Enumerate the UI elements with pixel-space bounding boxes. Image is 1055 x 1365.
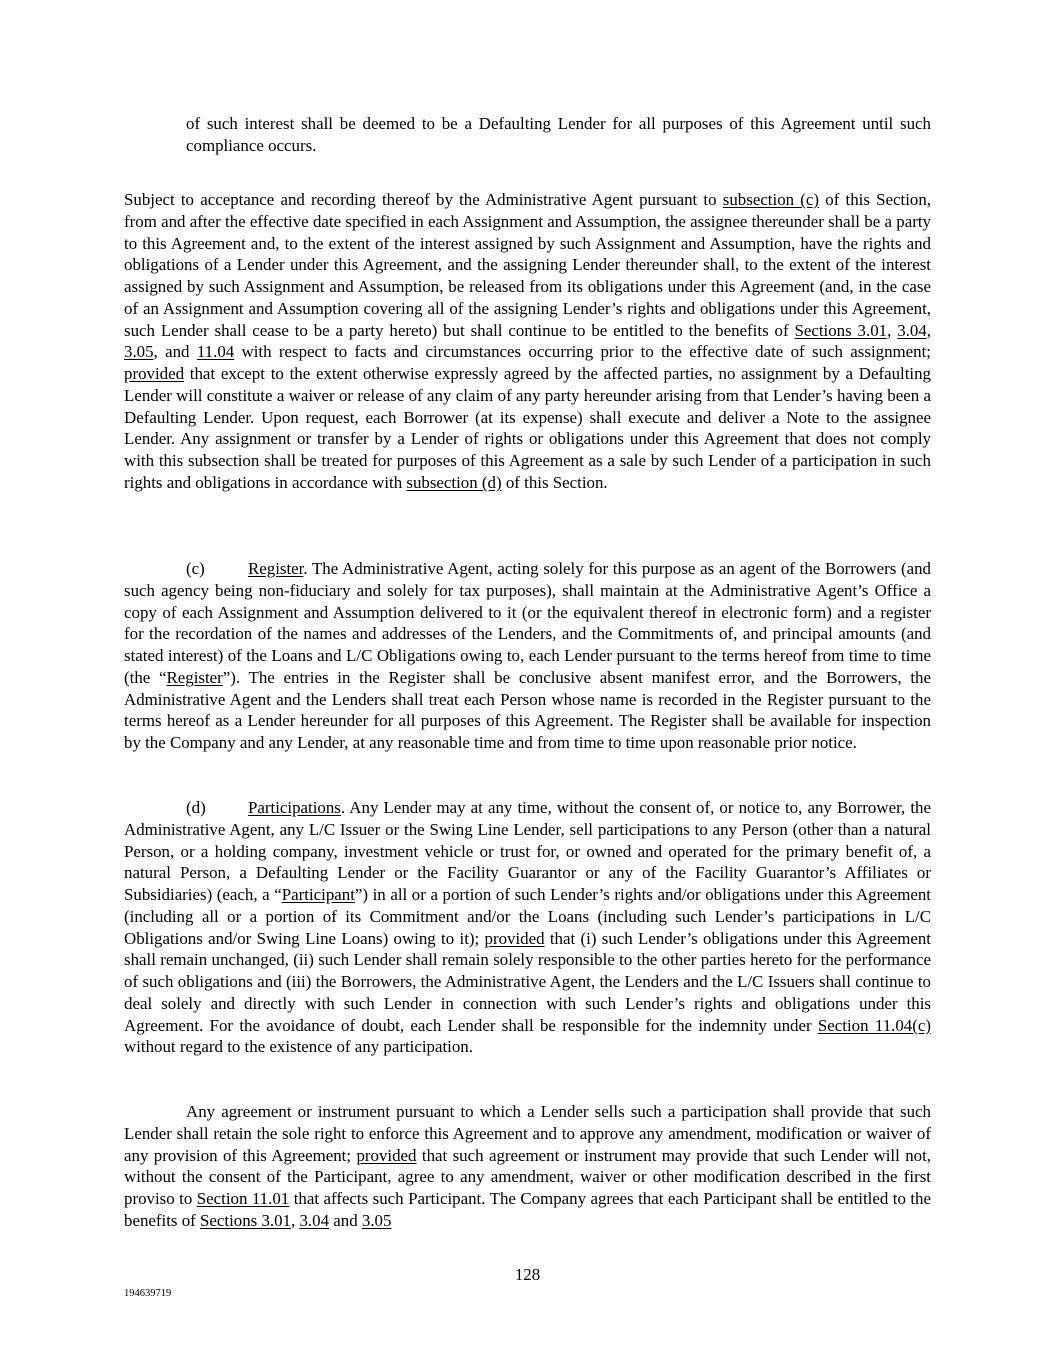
text-run: Subject to acceptance and recording thereof by the Administrative Agent pursuant to [124,190,723,209]
text-run: . The Administrative Agent, acting solely for this purpose as an agent of the Borrowers (and such agency being non-fiduciary and solely for tax purposes), shall maintain at the Administrative Agent’s Office a copy of each Assignment and Assumption delivered to it (or the equivalent thereof in electronic form) and a register for the recordation of the names and addresses of the Lenders, and the Commitments of, and principal amounts (and stated interest) of the Loans and L/C Obligations owing to, each Lender pursuant to the terms hereof from time to time (the “ [124,559,931,687]
section-reference-link: Sections 3.01 [199,1210,292,1230]
page-number: 128 [514,1265,541,1284]
text-run: of such interest shall be deemed to be a Defaulting Lender for all purposes of this Agreement until such compliance occurs. [186,114,931,155]
defined-term-underlined: provided [356,1145,417,1165]
text-run: with respect to facts and circumstances occurring prior to the effective date of such assignment; [234,342,931,362]
text-run: and [329,1210,362,1230]
text-run: ”). The entries in the Register shall be conclusive absent manifest error, and the Borrowers, the Administrative Agent and the Lenders shall treat each Person whose name is recorded in the Register pursuant to the terms hereof as a Lender hereunder for all purposes of this Agreement. The Register shall be available for inspection by the Company and any Lender, at any reasonable time and from time to time upon reasonable prior notice. [124,667,931,752]
section-reference-link: 3.05 [124,342,154,362]
text-run: , [926,320,931,340]
text-run: . Any Lender may at any time, without the consent of, or notice to, any Borrower, the Administrative Agent, any L/C Issuer or the Swing Line Lender, sell participations to any Person (other than a natural Person, or a holding company, investment vehicle or trust for, or owned and operated for the primary benefit of, a natural Person, a Defaulting Lender or the Facility Guarantor or any of the Facility Guarantor’s Affiliates or Subsidiaries) (each, a “ [124,798,931,904]
section-reference-link: 3.04 [299,1210,330,1230]
section-reference-link: Sections 3.01 [794,320,888,340]
text-run: that (i) such Lender’s obligations under this Agreement shall remain unchanged, (ii) such Lender shall remain solely responsible to the other parties hereto for the performance of such obligations and (iii) the Borrowers, the Administrative Agent, the Lenders and the L/C Issuers shall continue to deal solely and directly with such Lender in connection with such Lender’s rights and obligations under this Agreement. For the avoidance of doubt, each Lender shall be responsible for the indemnity under [124,928,931,1035]
paragraph-participations [124,797,931,1058]
defined-term-underlined: provided [124,364,185,383]
section-reference-link: 3.05 [361,1210,392,1230]
text-run: ”) in all or a portion of such Lender’s rights and/or obligations under this Agreement (including all or a portion of its Commitment and/or the Loans (including such Lender’s participations in L/C Obligations and/or Swing Line Loans) owing to it); [124,885,931,948]
text-run: of this Section. [501,472,608,492]
subsection-heading: Participations [248,798,341,817]
subsection-label: (d) [186,798,206,817]
section-reference-link: Section 11.01 [196,1189,290,1208]
defined-term-underlined: Participant [281,885,355,904]
paragraph-participation-agreements [124,1101,931,1232]
subsection-label: (c) [186,559,205,578]
text-run: , [887,320,898,340]
text-run: that such agreement or instrument may provide that such Lender will not, without the consent of the Participant, agree to any amendment, waiver or other modification described in the first proviso to [124,1145,931,1208]
section-reference-link: 11.04 [196,342,235,362]
defined-term-underlined: Register [166,667,223,687]
section-reference-link: subsection (d) [406,472,502,492]
document-id: 194639719 [124,1288,172,1299]
subsection-heading: Register [248,559,304,578]
paragraph-assignment-effect [124,189,931,494]
text-run: Any agreement or instrument pursuant to which a Lender sells such a participation shall provide that such Lender shall retain the sole right to enforce this Agreement and to approve any amendment, modification or waiver of any provision of this Agreement; [124,1102,931,1165]
text-run: , [291,1210,300,1230]
paragraph-continuation [186,113,931,157]
paragraph-register [124,558,931,754]
defined-term-underlined: provided [484,928,545,948]
section-reference-link: 3.04 [897,320,927,340]
text-run: , and [153,342,197,362]
text-run: that affects such Participant. The Company agrees that each Participant shall be entitled to the benefits of [124,1189,932,1230]
text-run: of this Section, from and after the effective date specified in each Assignment and Assumption, the assignee thereunder shall be a party to this Agreement and, to the extent of the interest assigned by such Assignment and Assumption, have the rights and obligations of a Lender under this Agreement, and the assigning Lender thereunder shall, to the extent of the interest assigned by such Assignment and Assumption, be released from its obligations under this Agreement (and, in the case of an Assignment and Assumption covering all of the assigning Lender’s rights and obligations under this Agreement, such Lender shall cease to be a party hereto) but shall continue to be entitled to the benefits of [124,190,932,340]
text-run: without regard to the existence of any participation. [124,1037,473,1057]
section-reference-link: subsection (c) [722,190,820,209]
text-run: that except to the extent otherwise expressly agreed by the affected parties, no assignment by a Defaulting Lender will constitute a waiver or release of any claim of any party hereunder arising from that Lender’s having been a Defaulting Lender. Upon request, each Borrower (at its expense) shall execute and deliver a Note to the assignee Lender. Any assignment or transfer by a Lender of rights or obligations under this Agreement that does not comply with this subsection shall be treated for purposes of this Agreement as a sale by such Lender of a participation in such rights and obligations in accordance with [124,364,931,492]
section-reference-link: Section 11.04(c) [817,1015,931,1035]
